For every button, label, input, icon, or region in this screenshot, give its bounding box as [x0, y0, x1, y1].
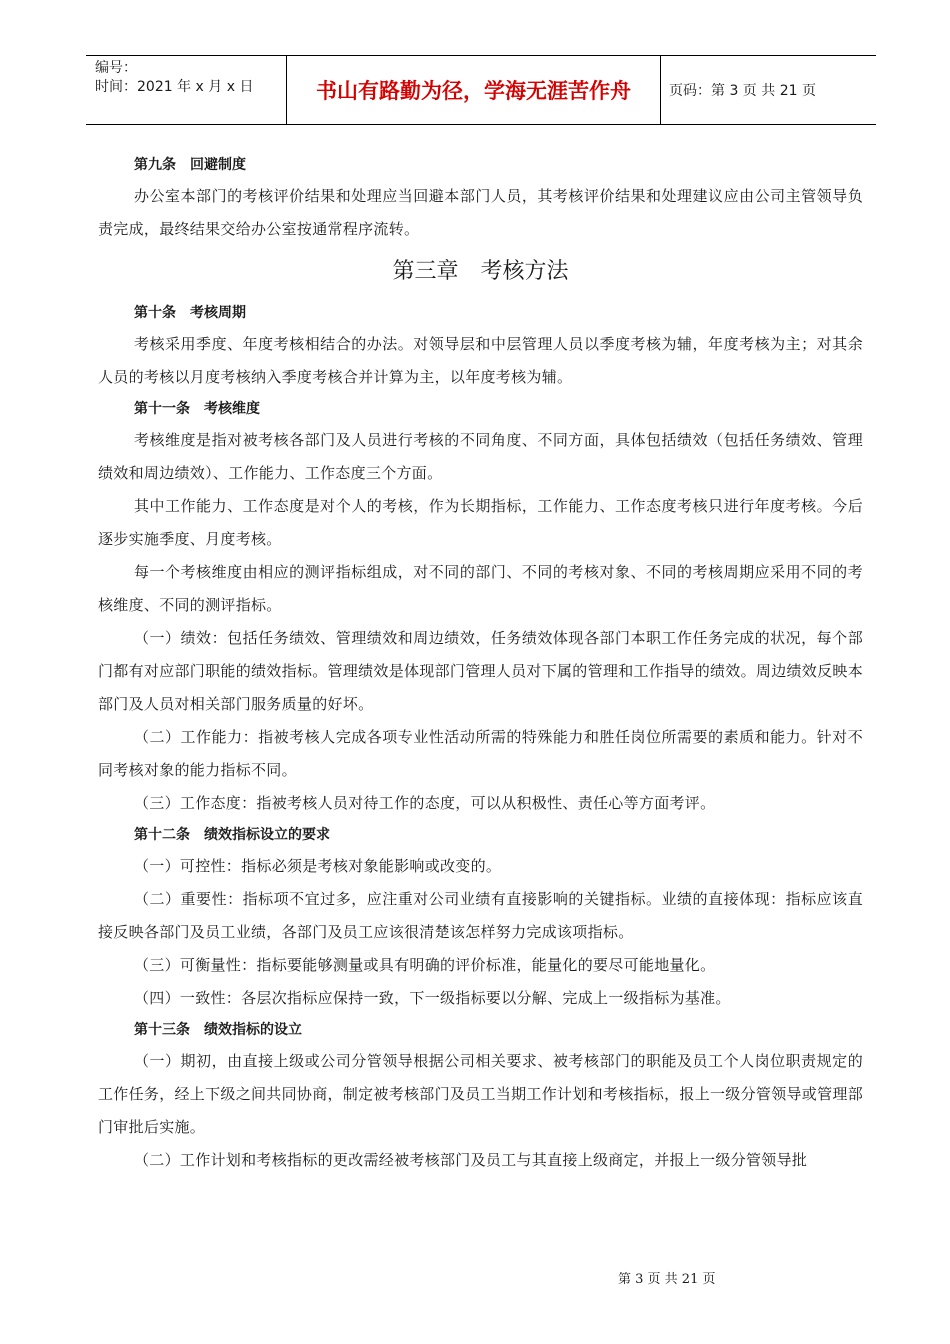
chapter-heading: 第三章 考核方法	[392, 259, 569, 284]
paragraph: （一）可控性：指标必须是考核对象能影响或改变的。	[134, 857, 502, 875]
time-label: 时间：2021 年 x 月 x 日	[95, 79, 254, 95]
paragraph: （二）工作计划和考核指标的更改需经被考核部门及员工与其直接上级商定，并报上一级分管领导批	[134, 1151, 808, 1169]
paragraph: 考核采用季度、年度考核相结合的办法。对领导层和中层管理人员以季度考核为辅，年度考核为主；对其余人员的考核以月度考核纳入季度考核合并计算为主，以年度考核为辅。	[98, 335, 863, 386]
header-page-label: 页码：第 3 页 共 21 页	[669, 83, 816, 99]
number-label: 编号：	[95, 60, 137, 76]
article-heading: 第十一条 考核维度	[134, 401, 260, 417]
header-motto: 书山有路勤为径，学海无涯苦作舟	[287, 56, 661, 124]
article-heading: 第十条 考核周期	[134, 305, 246, 321]
paragraph: （二）工作能力：指被考核人完成各项专业性活动所需的特殊能力和胜任岗位所需要的素质和能力。针对不同考核对象的能力指标不同。	[98, 728, 863, 779]
paragraph: （四）一致性：各层次指标应保持一致，下一级指标要以分解、完成上一级指标为基准。	[134, 989, 731, 1007]
paragraph: （三）工作态度：指被考核人员对待工作的态度，可以从积极性、责任心等方面考评。	[134, 794, 716, 812]
paragraph: 其中工作能力、工作态度是对个人的考核，作为长期指标，工作能力、工作态度考核只进行年度考核。今后逐步实施季度、月度考核。	[98, 497, 863, 548]
paragraph: （二）重要性：指标项不宜过多，应注重对公司业绩有直接影响的关键指标。业绩的直接体现：指标应该直接反映各部门及员工业绩，各部门及员工应该很清楚该怎样努力完成该项指标。	[98, 890, 863, 941]
article-heading: 第十三条 绩效指标的设立	[134, 1022, 302, 1038]
document-body	[98, 150, 863, 1177]
paragraph: （三）可衡量性：指标要能够测量或具有明确的评价标准，能量化的要尽可能地量化。	[134, 956, 716, 974]
article-heading: 第十二条 绩效指标设立的要求	[134, 827, 330, 843]
article-heading: 第九条 回避制度	[134, 157, 246, 173]
paragraph: （一）绩效：包括任务绩效、管理绩效和周边绩效，任务绩效体现各部门本职工作任务完成的状况，每个部门都有对应部门职能的绩效指标。管理绩效是体现部门管理人员对下属的管理和工作指导的绩效。周边绩效反映本部门及人员对相关部门服务质量的好坏。	[98, 629, 864, 713]
page-header	[86, 55, 876, 125]
header-meta	[86, 56, 287, 124]
page-footer: 第 3 页 共 21 页	[618, 1272, 716, 1287]
paragraph: 考核维度是指对被考核各部门及人员进行考核的不同角度、不同方面，具体包括绩效（包括任务绩效、管理绩效和周边绩效）、工作能力、工作态度三个方面。	[98, 431, 863, 482]
paragraph: 每一个考核维度由相应的测评指标组成，对不同的部门、不同的考核对象、不同的考核周期应采用不同的考核维度、不同的测评指标。	[98, 563, 863, 614]
paragraph: （一）期初，由直接上级或公司分管领导根据公司相关要求、被考核部门的职能及员工个人岗位职责规定的工作任务，经上下级之间共同协商，制定被考核部门及员工当期工作计划和考核指标，报上一级分管领导或管理部门审批后实施。	[98, 1052, 864, 1136]
paragraph: 办公室本部门的考核评价结果和处理应当回避本部门人员，其考核评价结果和处理建议应由公司主管领导负责完成，最终结果交给办公室按通常程序流转。	[98, 187, 863, 238]
